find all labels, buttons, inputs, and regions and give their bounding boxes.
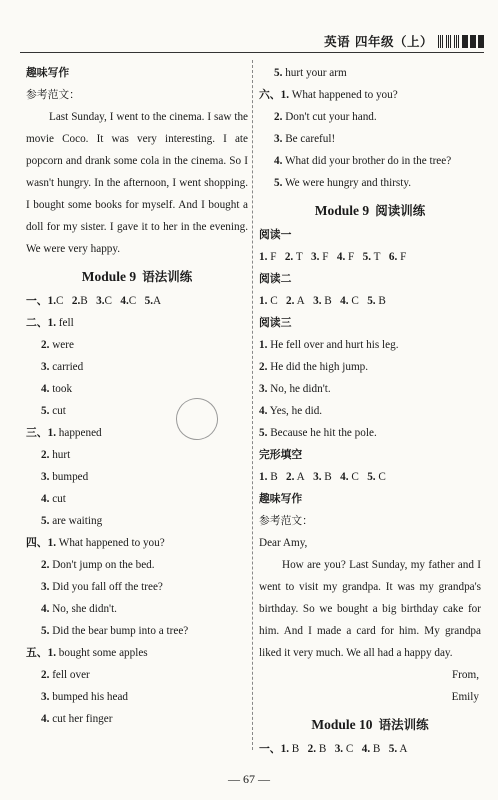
right-column [259, 62, 481, 760]
reading2-answers: 1. C 2. A 3. B 4. C 5. B [259, 295, 386, 307]
letter-greeting: Dear Amy, [259, 537, 308, 549]
list-item: 5. We were hungry and thirsty. [274, 177, 412, 189]
section-title-module10-grammar: Module 10 语法训练 [311, 717, 429, 732]
page-header [324, 31, 484, 51]
list-item: 2. hurt [41, 449, 71, 461]
list-item: 1. He fell over and hurt his leg. [259, 339, 399, 351]
list-item: 3. Be careful! [274, 133, 336, 145]
essay-paragraph: Last Sunday, I went to the cinema. I saw the movie Coco. It was very interesting. I ate popcorn and drank some cola in the cinema. So I wasn't hungry. In the afternoon, I went shopping. I bought some books for myself. And I bought a doll for my sister. I gave it to her in the evening. We were very happy. [26, 111, 248, 255]
list-item: 二、1. fell [26, 316, 74, 329]
list-item: 5. are waiting [41, 515, 103, 527]
list-item: 3. bumped his head [41, 691, 128, 703]
header-title: 英语 四年级（上） [324, 34, 433, 49]
cloze-title: 完形填空 [259, 448, 303, 461]
cloze-answers: 1. B 2. A 3. B 4. C 5. C [259, 471, 386, 483]
list-item: 2. Don't jump on the bed. [41, 559, 155, 571]
letter-body [259, 554, 481, 664]
header-rule [20, 52, 484, 53]
list-item: 2. He did the high jump. [259, 361, 369, 373]
section-title-module9-grammar: Module 9 语法训练 [81, 269, 193, 284]
list-item: 5. hurt your arm [274, 67, 347, 79]
list-item: 4. No, she didn't. [41, 603, 117, 615]
module10-part1-answers: 一、1. B 2. B 3. C 4. B 5. A [259, 742, 408, 755]
list-item: 4. took [41, 383, 73, 395]
column-divider [252, 60, 253, 750]
letter-signature: Emily [451, 691, 479, 703]
list-item: 4. Yes, he did. [259, 405, 323, 417]
list-item: 四、1. What happened to you? [26, 536, 165, 549]
essay [26, 106, 248, 260]
list-item: 5. cut [41, 405, 66, 417]
reading3-title: 阅读三 [259, 316, 292, 329]
reading2-title: 阅读二 [259, 272, 292, 285]
list-item: 4. What did your brother do in the tree? [274, 155, 452, 167]
list-item: 3. carried [41, 361, 84, 373]
list-item: 4. cut [41, 493, 66, 505]
page-footer: — 67 — [228, 772, 270, 786]
left-column [26, 62, 248, 730]
section-title-module9-reading: Module 9 阅读训练 [314, 203, 426, 218]
list-item: 5. Because he hit the pole. [259, 427, 377, 439]
list-item: 五、1. bought some apples [26, 646, 148, 659]
list-item: 5. Did the bear bump into a tree? [41, 625, 189, 637]
letter-closing: From, [451, 669, 479, 681]
reference-title: 参考范文： [259, 514, 313, 527]
list-item: 六、1. What happened to you? [259, 88, 398, 101]
part1-answers: 一、1.C 2.B 3.C 4.C 5.A [26, 294, 162, 307]
reading1-answers: 1. F 2. T 3. F 4. F 5. T 6. F [259, 251, 407, 263]
reading1-title: 阅读一 [259, 228, 292, 241]
list-item: 2. Don't cut your hand. [274, 111, 377, 123]
header-decoration [438, 35, 484, 48]
list-item: 3. Did you fall off the tree? [41, 581, 163, 593]
list-item: 4. cut her finger [41, 713, 113, 725]
list-item: 3. No, he didn't. [259, 383, 331, 395]
reference-title: 参考范文： [26, 88, 80, 101]
list-item: 3. bumped [41, 471, 89, 483]
list-item: 2. fell over [41, 669, 90, 681]
letter-paragraph: How are you? Last Sunday, my father and I went to visit my grandpa. It was my grandpa's birthday. So we bought a big birthday cake for him. And I made a card for him. My grandpa liked it very much. We all had a happy day. [259, 559, 481, 659]
page-number: 67 [243, 772, 255, 786]
list-item: 2. were [41, 339, 74, 351]
writing-title: 趣味写作 [26, 66, 70, 79]
list-item: 三、1. happened [26, 426, 102, 439]
writing-title: 趣味写作 [259, 492, 303, 505]
